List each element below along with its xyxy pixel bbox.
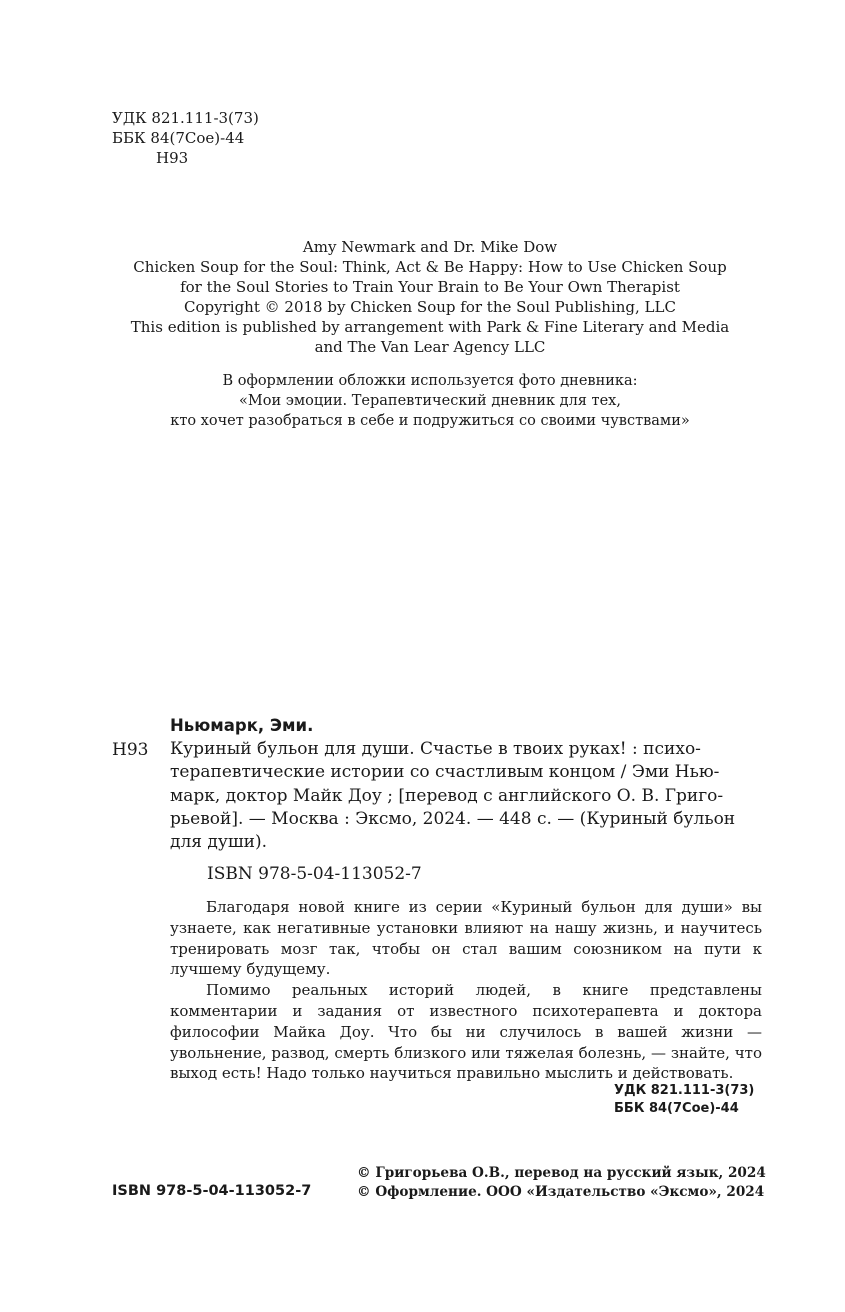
bib-line: рьевой]. — Москва : Эксмо, 2024. — 448 с. — (Куриный бульон xyxy=(170,808,736,829)
annotation xyxy=(170,897,762,1084)
copyright-translation: © Григорьева О.В., перевод на русский язык, 2024 xyxy=(357,1165,766,1181)
copyright-notices xyxy=(357,1164,766,1201)
classification-codes xyxy=(614,1082,754,1118)
bib-cutter-code: Н93 xyxy=(112,740,149,760)
rights-line: Amy Newmark and Dr. Mike Dow xyxy=(302,238,558,256)
rights-block xyxy=(100,237,760,357)
footer-isbn: ISBN 978-5-04-113052-7 xyxy=(112,1183,312,1199)
annotation-paragraph: Благодаря новой книге из серии «Куриный бульон для души» вы узнаете, как негативные установки влияют на нашу жизнь, и научитесь тренировать мозг так, чтобы он стал вашим союзником на пути к лучшему будущему. xyxy=(170,898,762,979)
rights-line: Chicken Soup for the Soul: Think, Act & Be Happy: How to Use Chicken Soup xyxy=(133,258,727,276)
isbn-entry: ISBN 978-5-04-113052-7 xyxy=(207,864,422,884)
rights-line: This edition is published by arrangement with Park & Fine Literary and Media xyxy=(130,318,730,336)
bib-line: марк, доктор Майк Доу ; [перевод с английского О. В. Григо- xyxy=(170,785,724,806)
bib-line: Куриный бульон для души. Счастье в твоих руках! : психо- xyxy=(170,739,701,759)
bbk-code: ББК 84(7Сое)-44 xyxy=(112,129,245,147)
udk-code-bold: УДК 821.111-3(73) xyxy=(614,1083,755,1098)
cover-note-line: кто хочет разобраться в себе и подружиться со своими чувствами» xyxy=(170,413,690,429)
rights-line: Copyright © 2018 by Chicken Soup for the Soul Publishing, LLC xyxy=(184,298,676,316)
rights-line: for the Soul Stories to Train Your Brain to Be Your Own Therapist xyxy=(180,278,680,296)
author-heading: Ньюмарк, Эми. xyxy=(170,716,314,735)
udk-code: УДК 821.111-3(73) xyxy=(112,109,259,127)
bib-line: терапевтические истории со счастливым концом / Эми Нью- xyxy=(170,762,720,783)
header-classification-codes xyxy=(112,108,259,168)
rights-line: and The Van Lear Agency LLC xyxy=(314,338,546,356)
annotation-paragraph: Помимо реальных историй людей, в книге представлены комментарии и задания от известного психотерапевта и доктора философии Майка Доу. Что бы ни случилось в вашей жизни — увольнение, развод, смерть близкого или тяжелая болезнь, — знайте, что выход есть! Надо только научиться правильно мыслить и действовать. xyxy=(170,981,762,1083)
bib-line: для души). xyxy=(170,832,268,853)
cover-note xyxy=(100,371,760,431)
bibliographic-description xyxy=(170,738,762,854)
cutter-code: Н93 xyxy=(156,149,189,167)
cover-note-line: «Мои эмоции. Терапевтический дневник для тех, xyxy=(239,393,621,409)
copyright-design: © Оформление. ООО «Издательство «Эксмо», 2024 xyxy=(357,1183,765,1200)
bbk-code-bold: ББК 84(7Сое)-44 xyxy=(614,1101,739,1116)
cover-note-line: В оформлении обложки используется фото дневника: xyxy=(222,373,638,389)
